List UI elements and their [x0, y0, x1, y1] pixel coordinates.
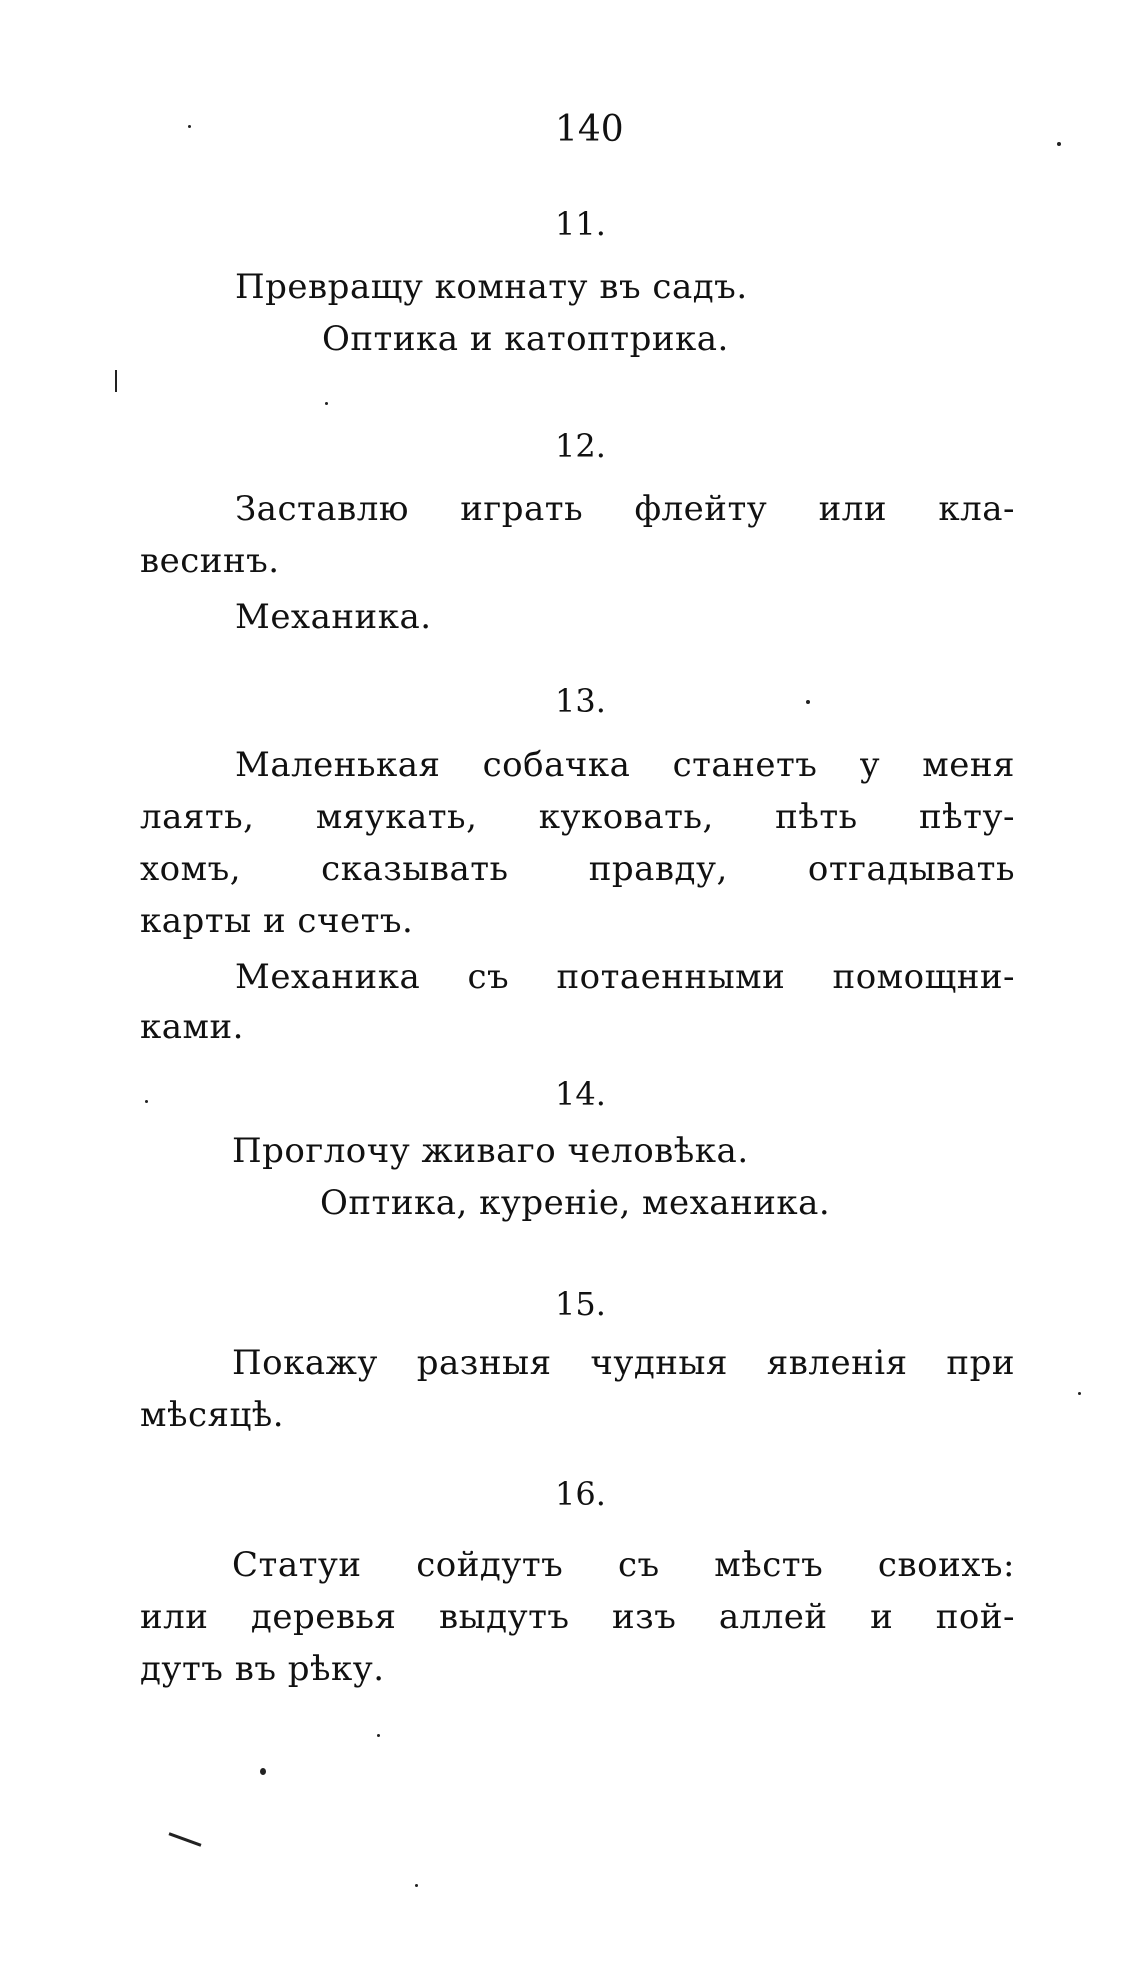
text-line: Оптика, куреніе, механика. [320, 1183, 831, 1223]
text-line: ками. [140, 1007, 244, 1047]
text-line: дутъ въ рѣку. [140, 1649, 385, 1689]
text-line: лаять, мяукать, куковать, пѣть пѣту- [140, 797, 1015, 837]
scan-speck [260, 1768, 266, 1775]
scan-speck [377, 1734, 380, 1737]
text-line: мѣсяцѣ. [140, 1395, 285, 1435]
scan-speck [806, 700, 810, 704]
text-line: Превращу комнату въ садъ. [235, 267, 748, 307]
text-line: Проглочу живаго человѣка. [232, 1131, 749, 1171]
text-line: весинъ. [140, 541, 280, 581]
text-line: хомъ, сказывать правду, отгадывать [140, 849, 1015, 889]
section-number: 14. [555, 1075, 606, 1113]
section-number: 12. [555, 427, 606, 465]
section-number: 15. [555, 1285, 606, 1323]
text-line: или деревья выдутъ изъ аллей и пой- [140, 1597, 1015, 1637]
text-line: Механика съ потаенными помощни- [235, 957, 1015, 997]
scan-speck [415, 1884, 418, 1887]
text-line: Механика. [235, 597, 432, 637]
text-line: карты и счетъ. [140, 901, 414, 941]
scan-speck [325, 402, 328, 405]
scan-mark [115, 370, 117, 392]
text-line: Покажу разныя чудныя явленія при [232, 1343, 1015, 1383]
page-number: 140 [555, 109, 624, 150]
scan-mark [169, 1832, 202, 1846]
scan-speck [145, 1100, 148, 1103]
section-number: 16. [555, 1475, 606, 1513]
text-line: Оптика и катоптрика. [322, 319, 729, 359]
text-line: Статуи сойдутъ съ мѣстъ своихъ: [232, 1545, 1015, 1585]
section-number: 11. [555, 205, 606, 243]
scan-speck [1057, 142, 1061, 146]
scan-speck [1078, 1392, 1081, 1395]
section-number: 13. [555, 682, 606, 720]
text-line: Заставлю играть флейту или кла- [235, 489, 1015, 529]
text-line: Маленькая собачка станетъ у меня [235, 745, 1015, 785]
scan-speck [188, 125, 191, 128]
